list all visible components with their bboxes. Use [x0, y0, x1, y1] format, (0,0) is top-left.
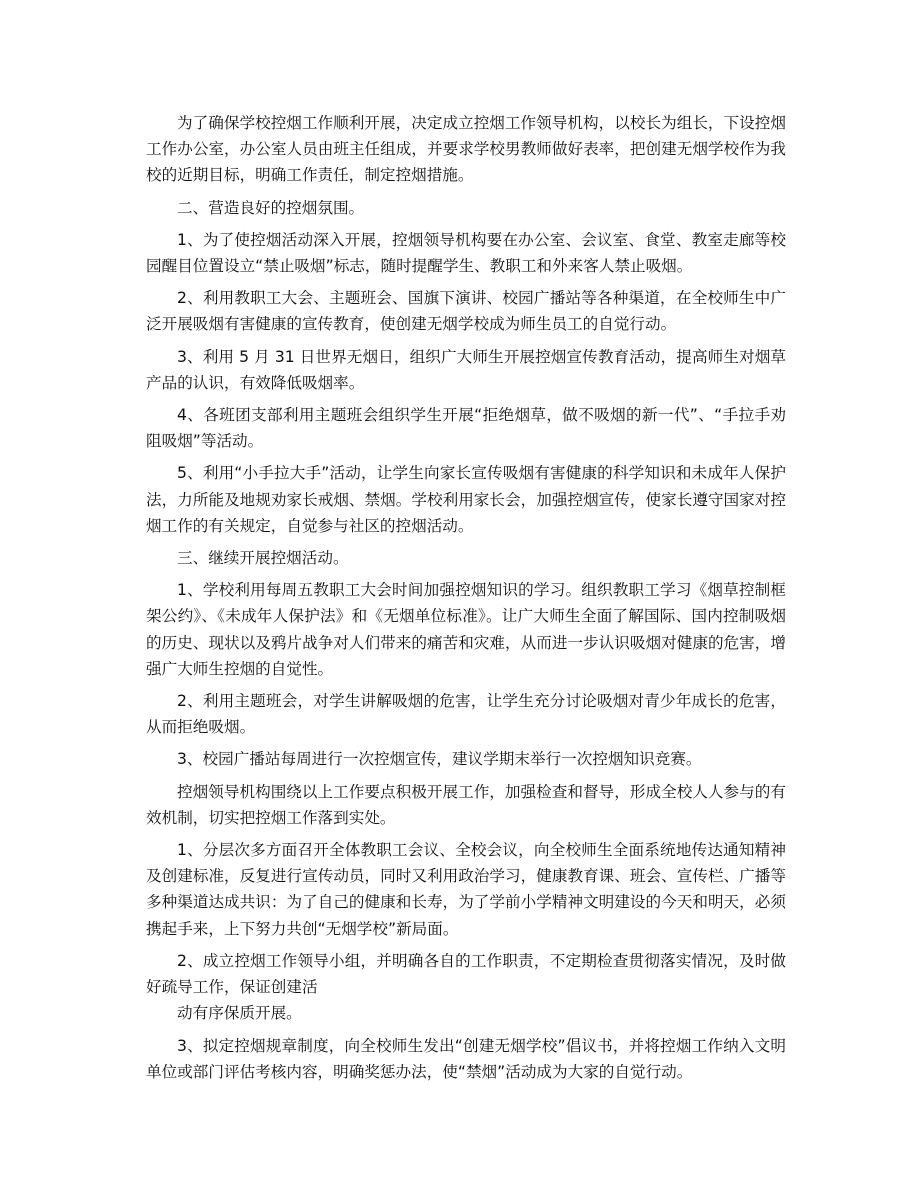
paragraph-3-2: 2、利用主题班会，对学生讲解吸烟的危害，让学生充分讨论吸烟对青少年成长的危害，从而拒绝吸烟。 [146, 692, 786, 737]
paragraph-intro: 为了确保学校控烟工作顺利开展，决定成立控烟工作领导机构，以校长为组长，下设控烟工作办公室，办公室人员由班主任组成，并要求学校男教师做好表率，把创建无烟学校作为我校的近期目标，明确工作责任，制定控烟措施。 [146, 114, 786, 185]
paragraph-2-3: 3、利用 5 月 31 日世界无烟日，组织广大师生开展控烟宣传教育活动，提高师生对烟草产品的认识，有效降低吸烟率。 [146, 347, 786, 392]
paragraph-measure-2: 2、成立控烟工作领导小组，并明确各自的工作职责，不定期检查贯彻落实情况，及时做好疏导工作，保证创建活 [146, 951, 786, 997]
document-body [146, 110, 786, 1091]
section-heading-3: 三、继续开展控烟活动。 [177, 549, 349, 568]
paragraph-2-1: 1、为了使控烟活动深入开展，控烟领导机构要在办公室、会议室、食堂、教室走廊等校园醒目位置设立“禁止吸烟”标志，随时提醒学生、教职工和外来客人禁止吸烟。 [146, 230, 786, 276]
paragraph-2-4: 4、各班团支部利用主题班会组织学生开展“拒绝烟草，做不吸烟的新一代”、“手拉手劝阻吸烟”等活动。 [146, 406, 786, 451]
paragraph-2-2: 2、利用教职工大会、主题班会、国旗下演讲、校园广播站等各种渠道，在全校师生中广泛开展吸烟有害健康的宣传教育，使创建无烟学校成为师生员工的自觉行动。 [146, 289, 786, 334]
paragraph-measure-1: 1、分层次多方面召开全体教职工会议、全校会议，向全校师生全面系统地传达通知精神及创建标准，反复进行宣传动员，同时又利用政治学习，健康教育课、班会、宣传栏、广播等多种渠道达成共识：为了自己的健康和长寿，为了学前小学精神文明建设的今天和明天，必须携起手来，上下努力共创“无烟学校”新局面。 [146, 841, 786, 938]
section-heading-2: 二、营造良好的控烟氛围。 [177, 198, 365, 217]
paragraph-3-3: 3、校园广播站每周进行一次控烟宣传，建议学期末举行一次控烟知识竞赛。 [177, 750, 702, 769]
paragraph-summary: 控烟领导机构围绕以上工作要点积极开展工作，加强检查和督导，形成全校人人参与的有效机制，切实把控烟工作落到实处。 [146, 782, 786, 827]
paragraph-3-1: 1、学校利用每周五教职工大会时间加强控烟知识的学习。组织教职工学习《烟草控制框架公约》、《未成年人保护法》和《无烟单位标准》。让广大师生全面了解国际、国内控制吸烟的历史、现状以及鸦片战争对人们带来的痛苦和灾难，从而进一步认识吸烟对健康的危害，增强广大师生控烟的自觉性。 [146, 581, 786, 678]
paragraph-2-5: 5、利用“小手拉大手”活动，让学生向家长宣传吸烟有害健康的科学知识和未成年人保护法，力所能及地规劝家长戒烟、禁烟。学校利用家长会，加强控烟宣传，使家长遵守国家对控烟工作的有关规定，自觉参与社区的控烟活动。 [146, 464, 786, 535]
paragraph-measure-2-continued: 动有序保质开展。 [177, 1004, 302, 1023]
paragraph-measure-3: 3、拟定控烟规章制度，向全校师生发出“创建无烟学校”倡议书，并将控烟工作纳入文明单位或部门评估考核内容，明确奖惩办法，使“禁烟”活动成为大家的自觉行动。 [146, 1036, 786, 1081]
